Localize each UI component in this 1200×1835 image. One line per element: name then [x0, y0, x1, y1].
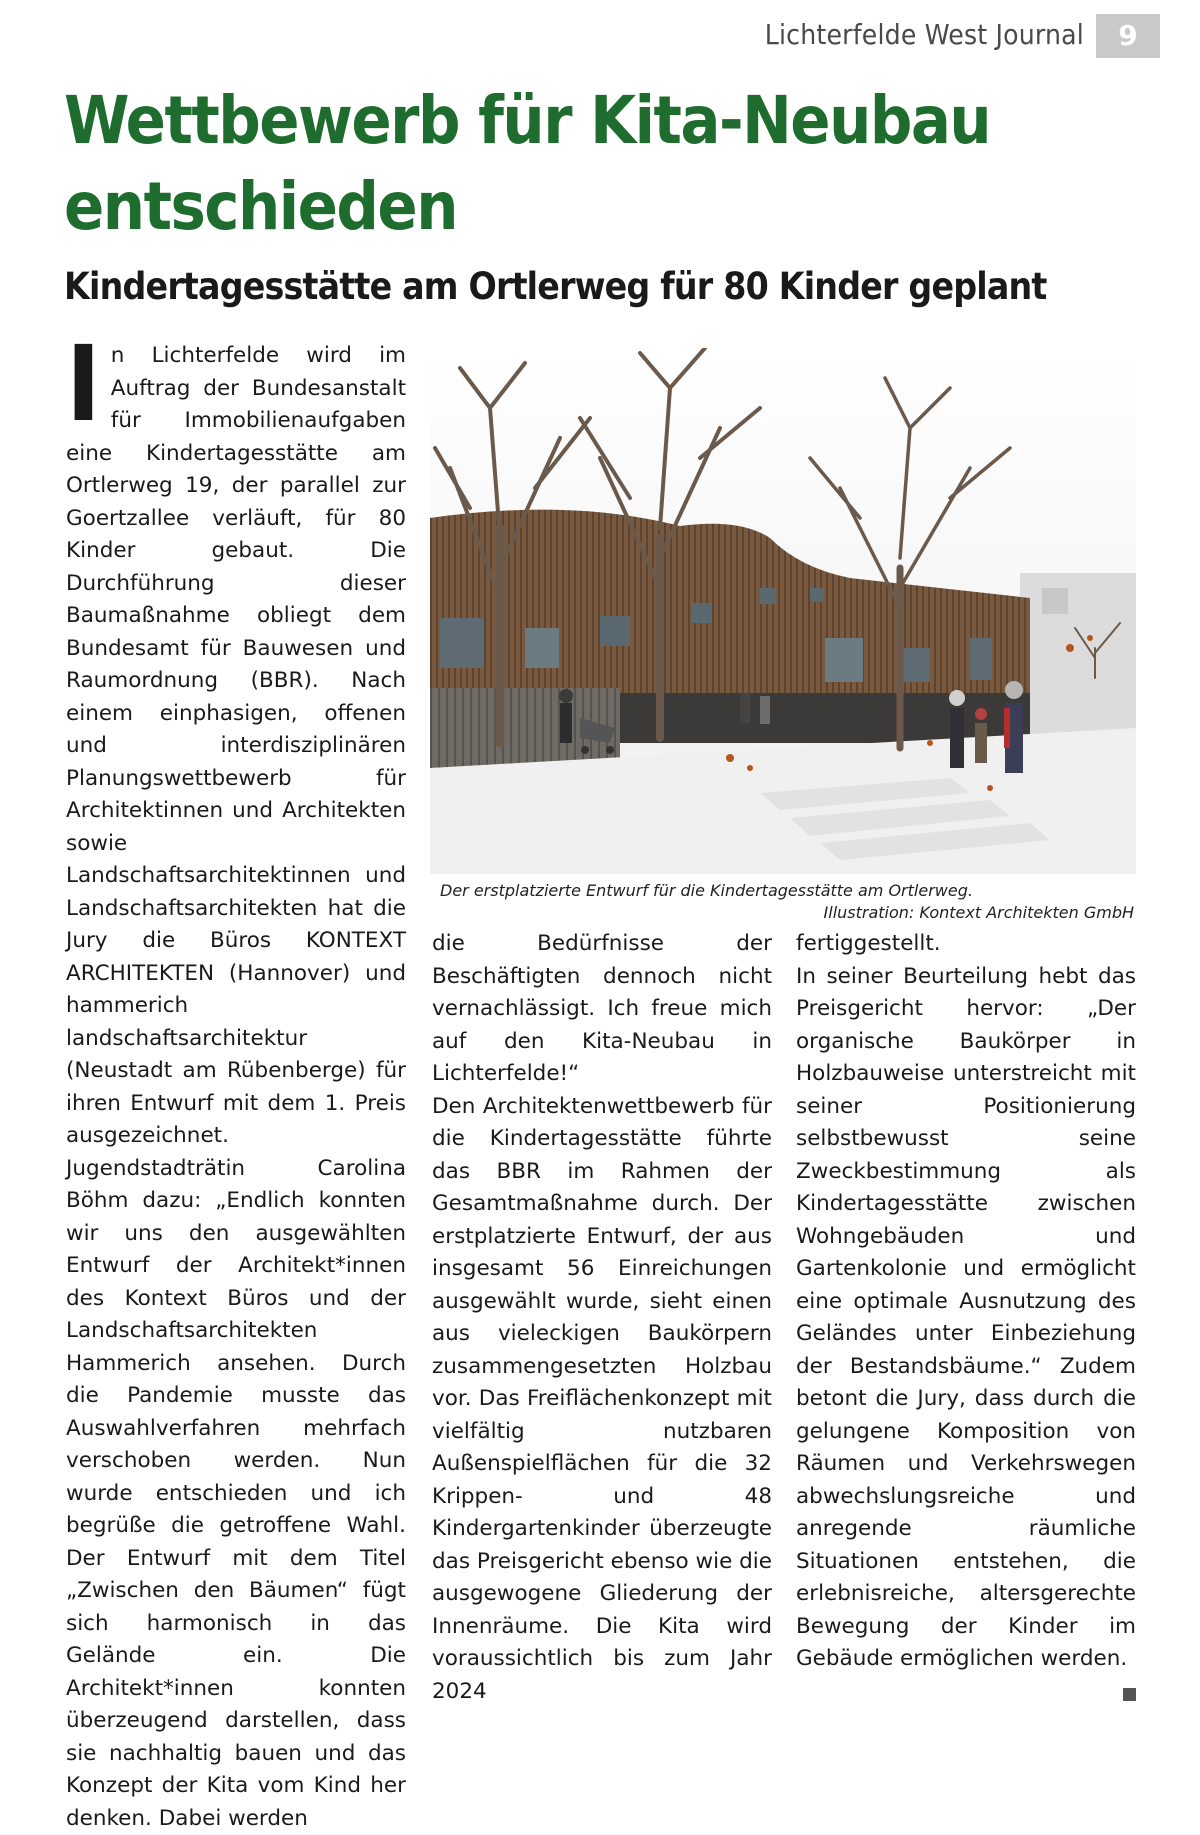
col2-paragraph-2: Den Architektenwettbewerb für die Kindertagesstätte führte das BBR im Rahmen der Gesamtmaßnahme durch. Der erstplatzierte Entwurf, der aus insgesamt 56 Einreichungen ausgewählt wurde, sieht einen aus vieleckigen Baukörpern zusammengesetzten Holzbau vor. Das Freiflächenkonzept mit vielfältig nutzbaren Außenspielflächen für die 32 Krippen- und 48 Kindergartenkinder überzeugte das Preisgericht ebenso wie die ausgewogene Gliederung der Innenräume. Die Kita wird voraussichtlich bis zum Jahr 2024 — [432, 1091, 772, 1709]
caption-text: Der erstplatzierte Entwurf für die Kindertagesstätte am Ortlerweg. — [440, 881, 973, 900]
headline-line-1: Wettbewerb für Kita-Neubau — [64, 82, 990, 159]
article-column-1 — [66, 340, 406, 1835]
headline-line-2: entschieden — [64, 168, 457, 245]
end-mark-icon — [1123, 1688, 1136, 1701]
article-column-2 — [432, 928, 772, 1708]
col2-paragraph-1: die Bedürfnisse der Beschäftigten dennoch nicht vernachlässigt. Ich freue mich auf den Kita-Neubau in Lichterfelde!“ — [432, 928, 772, 1091]
lead-paragraph — [66, 340, 406, 1153]
kita-rendering-image — [430, 348, 1136, 874]
article-headline — [64, 78, 1164, 250]
article-column-3 — [796, 928, 1136, 1701]
page-header — [0, 14, 1200, 58]
lead-text: n Lichterfelde wird im Auftrag der Bundesanstalt für Immobilienaufgaben eine Kindertagesstätte am Ortlerweg 19, der parallel zur Goertzallee verläuft, für 80 Kinder gebaut. Die Durchführung dieser Baumaßnahme obliegt dem Bundesamt für Bauwesen und Raumordnung (BBR). Nach einem einphasigen, offenen und interdisziplinären Planungswettbewerb für Architektinnen und Architekten sowie Landschaftsarchitektinnen und Landschaftsarchitekten hat die Jury die Büros KONTEXT ARCHITEKTEN (Hannover) und hammerich landschaftsarchitektur (Neustadt am Rübenberge) für ihren Entwurf mit dem 1. Preis ausgezeichnet. — [66, 343, 406, 1148]
col3-paragraph-1: fertiggestellt. — [796, 928, 1136, 961]
page-number: 9 — [1096, 14, 1160, 58]
article-subheadline: Kindertagesstätte am Ortlerweg für 80 Kinder geplant — [64, 262, 1164, 312]
journal-title: Lichterfelde West Journal — [765, 18, 1084, 51]
col3-paragraph-2-text: In seiner Beurteilung hebt das Preisgericht hervor: „Der organische Baukörper in Holzbauweise unterstreicht mit seiner Positionierung selbstbewusst seine Zweckbestimmung als Kindertagesstätte zwischen Wohngebäuden und Gartenkolonie und ermöglicht eine optimale Ausnutzung des Geländes unter Einbeziehung der Bestandsbäume.“ Zudem betont die Jury, dass durch die gelungene Komposition von Räumen und Verkehrswegen abwechslungsreiche und anregende räumliche Situationen entstehen, die erlebnisreiche, altersgerechte Bewegung der Kinder im Gebäude ermöglichen werden. — [796, 964, 1136, 1672]
photo-credit: Illustration: Kontext Architekten GmbH — [440, 902, 1134, 924]
drop-cap: I — [66, 342, 101, 426]
col3-paragraph-2 — [796, 961, 1136, 1676]
architecture-illustration — [430, 348, 1136, 874]
quote-paragraph: Jugendstadträtin Carolina Böhm dazu: „Endlich konnten wir uns den ausgewählten Entwurf der Architekt*innen des Kontext Büros und der Landschaftsarchitekten Hammerich ansehen. Durch die Pandemie musste das Auswahlverfahren mehrfach verschoben werden. Nun wurde entschieden und ich begrüße die getroffene Wahl. Der Entwurf mit dem Titel „Zwischen den Bäumen“ fügt sich harmonisch in das Gelände ein. Die Architekt*innen konnten überzeugend darstellen, dass sie nachhaltig bauen und das Konzept der Kita vom Kind her denken. Dabei werden — [66, 1153, 406, 1835]
figure-caption — [440, 880, 1134, 924]
